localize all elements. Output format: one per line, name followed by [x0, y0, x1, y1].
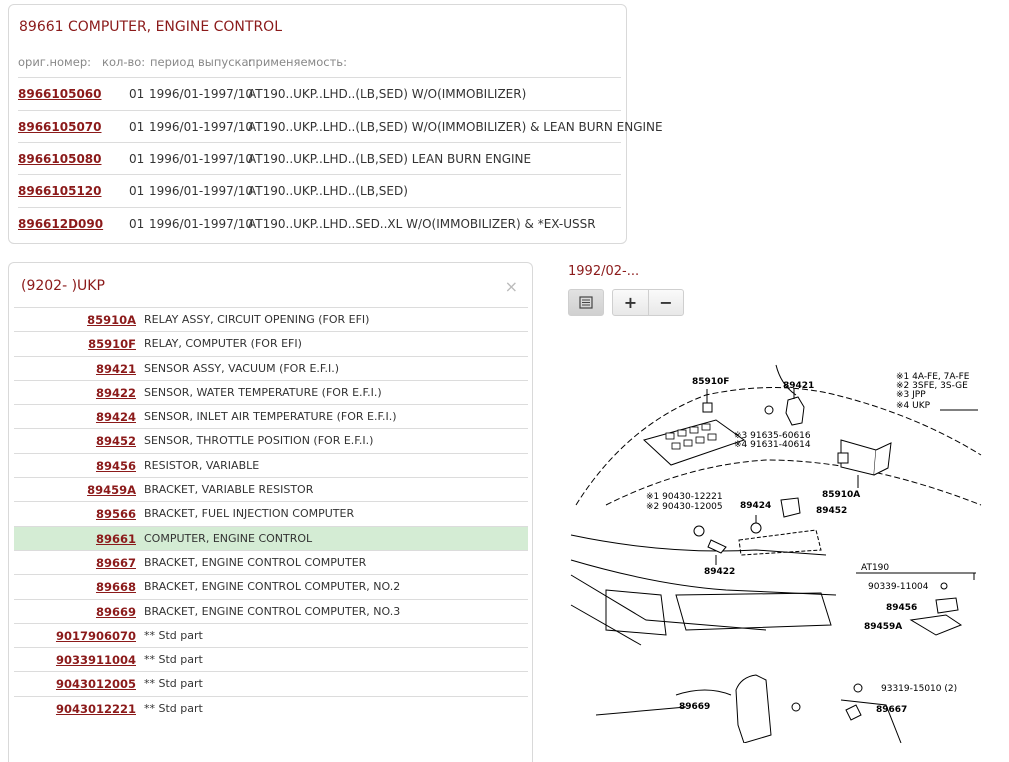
- part-number-link[interactable]: 8966105080: [18, 152, 102, 166]
- col-header-applicability: применяемость:: [248, 55, 347, 69]
- part-description: ** Std part: [144, 653, 203, 666]
- applicability: AT190..UKP..LHD..(LB,SED) W/O(IMMOBILIZER) & LEAN BURN ENGINE: [248, 120, 663, 134]
- list-item[interactable]: [14, 623, 528, 648]
- period: 1996/01-1997/10: [149, 217, 254, 231]
- table-row: [18, 142, 621, 175]
- label-89424: 89424: [740, 501, 772, 511]
- label-89422: 89422: [704, 567, 736, 577]
- part-code-link[interactable]: 9033911004: [55, 653, 136, 667]
- list-item[interactable]: [14, 477, 528, 502]
- list-item[interactable]: [14, 380, 528, 405]
- note-3: ※3 JPP: [896, 390, 926, 400]
- part-description: RELAY, COMPUTER (FOR EFI): [144, 337, 302, 350]
- part-code-link[interactable]: 89669: [95, 605, 136, 619]
- applicability: AT190..UKP..LHD..(LB,SED) W/O(IMMOBILIZER): [248, 87, 527, 101]
- label-screw-1: ※1 90430-12221: [646, 492, 723, 502]
- quantity: 01: [129, 217, 145, 231]
- part-description: SENSOR, WATER TEMPERATURE (FOR E.F.I.): [144, 386, 382, 399]
- diagram-date-range: 1992/02-...: [568, 264, 640, 279]
- label-nut: 93319-15010 (2): [881, 684, 958, 694]
- list-item[interactable]: [14, 356, 528, 381]
- list-view-button[interactable]: [568, 289, 604, 316]
- quantity: 01: [129, 87, 145, 101]
- label-clip-1: ※3 91635-60616: [734, 431, 811, 441]
- label-89421: 89421: [783, 381, 815, 391]
- part-description: RELAY ASSY, CIRCUIT OPENING (FOR EFI): [144, 313, 370, 326]
- label-bolt: 90339-11004: [868, 582, 929, 592]
- part-code-link[interactable]: 89424: [95, 410, 136, 424]
- applicability: AT190..UKP..LHD..SED..XL W/O(IMMOBILIZER) & *EX-USSR: [248, 217, 596, 231]
- part-code-link[interactable]: 89421: [95, 362, 136, 376]
- part-description: ** Std part: [144, 702, 203, 715]
- label-at190: AT190: [861, 563, 890, 573]
- part-code-link[interactable]: 89452: [95, 434, 136, 448]
- label-89452: 89452: [816, 506, 848, 516]
- part-code-link[interactable]: 89667: [95, 556, 136, 570]
- list-item[interactable]: [14, 599, 528, 624]
- list-item[interactable]: [14, 428, 528, 453]
- part-code-link[interactable]: 89456: [95, 459, 136, 473]
- part-description: BRACKET, ENGINE CONTROL COMPUTER: [144, 556, 367, 569]
- part-description: BRACKET, FUEL INJECTION COMPUTER: [144, 507, 355, 520]
- applicability: AT190..UKP..LHD..(LB,SED): [248, 184, 408, 198]
- part-description: ** Std part: [144, 629, 203, 642]
- col-header-quantity: кол-во:: [102, 55, 146, 69]
- list-icon: [579, 296, 593, 309]
- note-4: ※4 UKP: [896, 401, 931, 411]
- table-row: [18, 110, 663, 143]
- col-header-period: период выпуска:: [150, 55, 253, 69]
- part-code-link[interactable]: 89668: [95, 580, 136, 594]
- zoom-in-button[interactable]: +: [612, 289, 649, 316]
- list-item[interactable]: [14, 331, 528, 356]
- list-item[interactable]: [14, 501, 528, 526]
- table-row: [18, 207, 621, 240]
- part-description: BRACKET, ENGINE CONTROL COMPUTER, NO.2: [144, 580, 401, 593]
- list-item[interactable]: [14, 404, 528, 429]
- label-89669: 89669: [679, 702, 711, 712]
- parts-list-title: (9202- )UKP: [21, 278, 105, 294]
- col-header-part-number: ориг.номер:: [18, 55, 91, 69]
- part-description: RESISTOR, VARIABLE: [144, 459, 260, 472]
- period: 1996/01-1997/10: [149, 152, 254, 166]
- part-number-link[interactable]: 8966105070: [18, 120, 102, 134]
- list-item[interactable]: [14, 453, 528, 478]
- zoom-out-button[interactable]: −: [648, 289, 684, 316]
- quantity: 01: [129, 120, 145, 134]
- list-item[interactable]: [14, 696, 528, 721]
- label-85910A: 85910A: [822, 490, 861, 500]
- part-code-link[interactable]: 9043012005: [55, 677, 136, 691]
- part-description: BRACKET, VARIABLE RESISTOR: [144, 483, 314, 496]
- quantity: 01: [129, 152, 145, 166]
- period: 1996/01-1997/10: [149, 87, 254, 101]
- part-description: ** Std part: [144, 677, 203, 690]
- close-icon[interactable]: ×: [504, 277, 518, 296]
- label-clip-2: ※4 91631-40614: [734, 440, 811, 450]
- panel-title: 89661 COMPUTER, ENGINE CONTROL: [19, 19, 283, 35]
- list-item-selected[interactable]: [14, 526, 528, 551]
- part-number-link[interactable]: 896612D090: [18, 217, 104, 231]
- label-85910F: 85910F: [692, 377, 730, 387]
- parts-list-panel: [8, 262, 533, 762]
- part-description: COMPUTER, ENGINE CONTROL: [144, 532, 313, 545]
- part-description: SENSOR ASSY, VACUUM (FOR E.F.I.): [144, 362, 340, 375]
- label-89667: 89667: [876, 705, 908, 715]
- list-item[interactable]: [14, 574, 528, 599]
- quantity: 01: [129, 184, 145, 198]
- list-item[interactable]: [14, 307, 528, 332]
- applicability-panel: [8, 4, 663, 244]
- part-code-link[interactable]: 89661: [95, 532, 136, 546]
- part-code-link[interactable]: 89459A: [87, 483, 136, 497]
- part-code-link[interactable]: 89422: [95, 386, 136, 400]
- part-code-link[interactable]: 85910F: [88, 337, 136, 351]
- note-1: ※1 4A-FE, 7A-FE: [896, 372, 970, 382]
- table-row: [18, 77, 621, 110]
- note-2: ※2 3SFE, 3S-GE: [896, 381, 968, 391]
- part-code-link[interactable]: 9017906070: [55, 629, 136, 643]
- table-row: [18, 174, 621, 207]
- part-description: SENSOR, INLET AIR TEMPERATURE (FOR E.F.I.): [144, 410, 397, 423]
- part-description: BRACKET, ENGINE CONTROL COMPUTER, NO.3: [144, 605, 401, 618]
- period: 1996/01-1997/10: [149, 120, 254, 134]
- list-item[interactable]: [14, 671, 528, 696]
- part-number-link[interactable]: 8966105120: [18, 184, 102, 198]
- label-89459A: 89459A: [864, 622, 903, 632]
- list-item[interactable]: [14, 647, 528, 672]
- period: 1996/01-1997/10: [149, 184, 254, 198]
- part-code-link[interactable]: 9043012221: [55, 702, 136, 716]
- part-description: SENSOR, THROTTLE POSITION (FOR E.F.I.): [144, 434, 374, 447]
- parts-diagram[interactable]: [566, 355, 986, 743]
- part-code-link[interactable]: 85910A: [87, 313, 136, 327]
- part-code-link[interactable]: 89566: [95, 507, 136, 521]
- part-number-link[interactable]: 8966105060: [18, 87, 102, 101]
- list-item[interactable]: [14, 550, 528, 575]
- label-screw-2: ※2 90430-12005: [646, 502, 723, 512]
- label-89456: 89456: [886, 603, 918, 613]
- applicability: AT190..UKP..LHD..(LB,SED) LEAN BURN ENGINE: [248, 152, 532, 166]
